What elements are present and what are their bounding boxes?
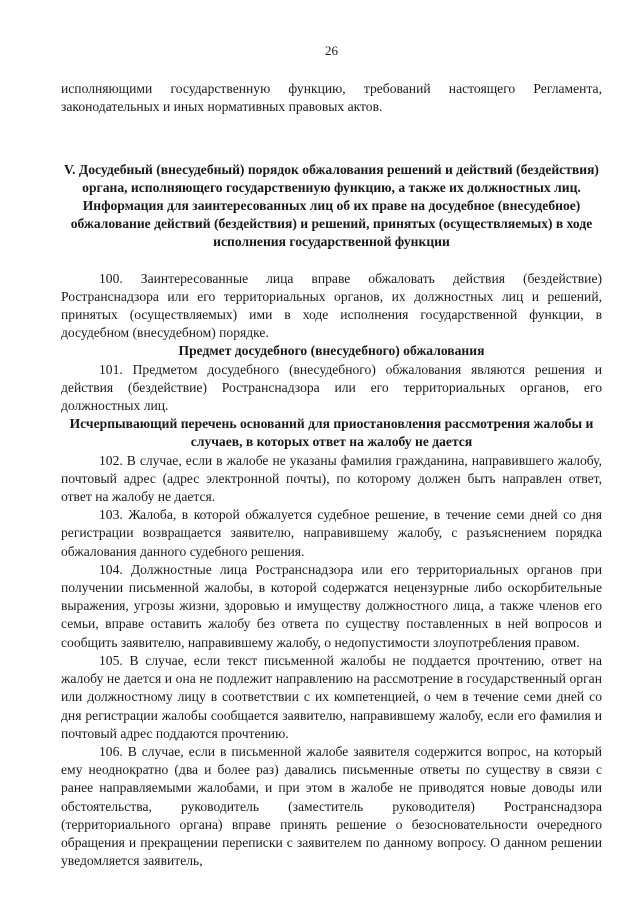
paragraph-102: 102. В случае, если в жалобе не указаны фамилия гражданина, направившего жалобу, почтовый адрес (адрес электронной почты), по которому должен быть направлен ответ, ответ на жалобу не дается. bbox=[61, 452, 602, 505]
paragraph-103: 103. Жалоба, в которой обжалуется судебное решение, в течение семи дней со дня регистрации возвращается заявителю, направившему жалобу, с разъяснением порядка обжалования данного судебного решения. bbox=[61, 507, 602, 559]
paragraph-100: 100. Заинтересованные лица вправе обжаловать действия (бездействие) Ространснадзора или его территориальных органов, их должностных лиц и решений, принятых (осуществляемых) ими в ходе исполнения государственной функции, в досудебном (внесудебном) порядке. bbox=[61, 270, 602, 341]
paragraph-104: 104. Должностные лица Ространснадзора или его территориальных органов при получении письменной жалобы, в которой содержатся нецензурные либо оскорбительные выражения, угрозы жизни, здоровью и имуществу должностного лица, а также членов его семьи, вправе оставить жалобу без ответа по существу поставленных в ней вопросов и сообщить заявителю, направившему жалобу, о недопустимости злоупотребления правом. bbox=[61, 561, 602, 650]
section-title: V. Досудебный (внесудебный) порядок обжалования решений и действий (бездействия) органа, исполняющего государственную функцию, а также их должностных лиц. Информация для заинтересованных лиц об их праве на досудебное (внесудебное) обжалование действий (бездействия) и решений, принятых (осуществляемых) в ходе исполнения государственной функции bbox=[64, 161, 599, 250]
paragraph-105: 105. В случае, если текст письменной жалобы не поддается прочтению, ответ на жалобу не дается и она не подлежит направлению на рассмотрение в государственный орган или должностному лицу в соответствии с их компетенцией, о чем в течение семи дней со дня регистрации жалобы сообщается заявителю, направившему жалобу, если его фамилия и почтовый адрес поддаются прочтению. bbox=[61, 652, 602, 741]
paragraph-106: 106. В случае, если в письменной жалобе заявителя содержится вопрос, на который ему неоднократно (два и более раз) давались письменные ответы по существу в связи с ранее направляемыми жалобами, и при этом в жалобе не приводятся новые доводы или обстоятельства, руководитель (заместитель руководителя) Ространснадзора (территориального органа) вправе принять решение о безосновательности очередного обращения и прекращении переписки с заявителем по данному вопросу. О данном решении уведомляется заявитель, bbox=[61, 743, 602, 869]
subtitle-subject: Предмет досудебного (внесудебного) обжалования bbox=[178, 343, 485, 359]
paragraph-101: 101. Предметом досудебного (внесудебного) обжалования являются решения и действия (бездействие) Ространснадзора или его территориальных органов, его должностных лиц. bbox=[61, 361, 602, 414]
subtitle-grounds: Исчерпывающий перечень оснований для приостановления рассмотрения жалобы и случаев, в которых ответ на жалобу не дается bbox=[69, 416, 594, 450]
page-number: 26 bbox=[325, 43, 338, 58]
lead-paragraph: исполняющими государственную функцию, требований настоящего Регламента, законодательных и иных нормативных правовых актов. bbox=[61, 81, 602, 115]
